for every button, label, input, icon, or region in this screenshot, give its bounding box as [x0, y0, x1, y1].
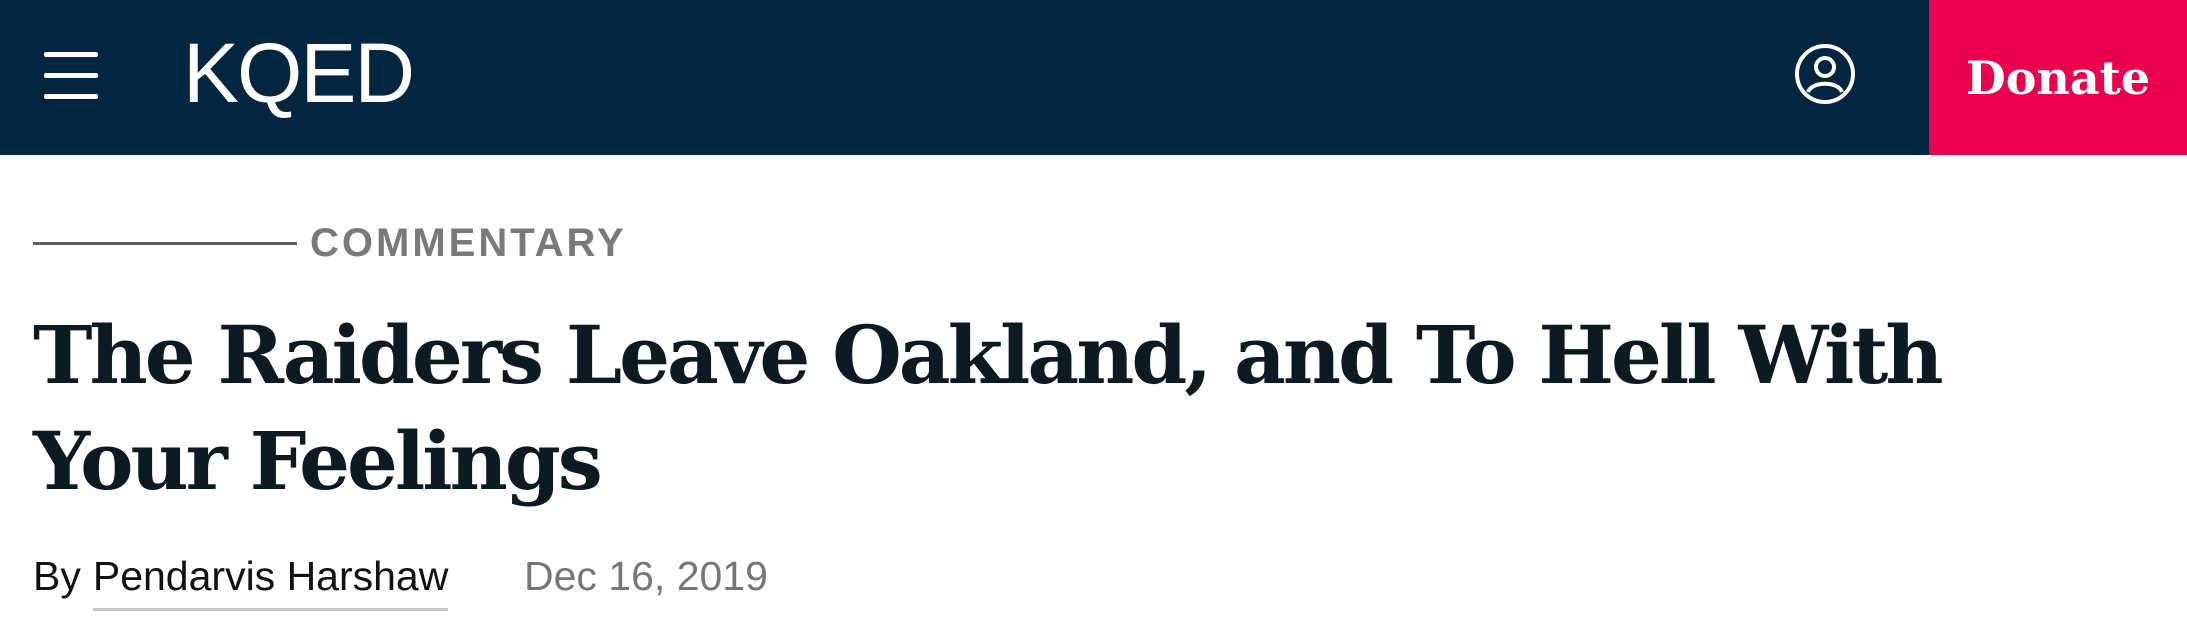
- author-link[interactable]: Pendarvis Harshaw: [93, 548, 449, 611]
- logo-text: KQED: [183, 30, 413, 120]
- user-account-icon[interactable]: [1794, 43, 1856, 105]
- article-headline: The Raiders Leave Oakland, and To Hell With Your Feelings: [33, 308, 1941, 508]
- byline-prefix: By: [33, 553, 81, 599]
- site-header: [0, 0, 2187, 155]
- kqed-logo[interactable]: [183, 30, 413, 120]
- publish-date: Dec 16, 2019: [524, 553, 768, 599]
- donate-button[interactable]: Donate: [1929, 0, 2187, 155]
- section-divider: [33, 242, 297, 245]
- hamburger-menu-icon[interactable]: [44, 50, 100, 102]
- section-label[interactable]: COMMENTARY: [310, 221, 627, 265]
- byline: [33, 548, 448, 611]
